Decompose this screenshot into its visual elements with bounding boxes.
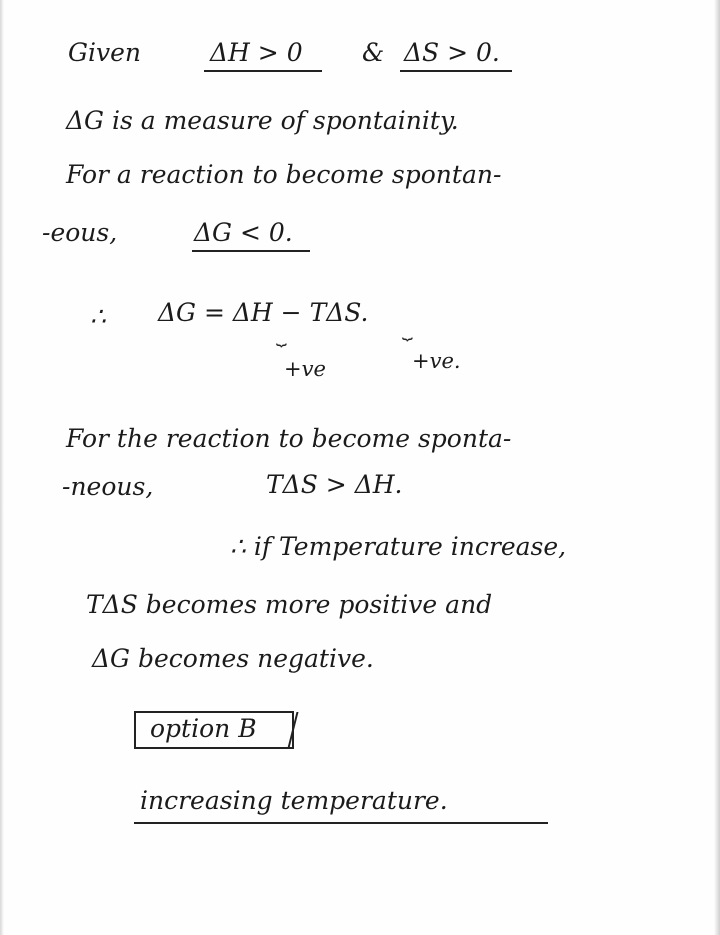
given-label: Given bbox=[68, 38, 141, 67]
delta-h-condition: ΔH > 0 bbox=[210, 38, 303, 67]
final-answer: increasing temperature. bbox=[140, 786, 448, 815]
answer-option: option B bbox=[150, 714, 257, 743]
condition-statement: For a reaction to become spontan- bbox=[66, 160, 502, 189]
negative-statement: ΔG becomes negative. bbox=[92, 644, 374, 673]
neous-continuation: -neous, bbox=[62, 472, 154, 501]
delta-g-underline bbox=[192, 250, 310, 252]
inequality: TΔS > ΔH. bbox=[266, 470, 403, 499]
delta-h-brace: ⏟ bbox=[276, 326, 287, 347]
second-condition-statement: For the reaction to become sponta- bbox=[66, 424, 512, 453]
spontaneity-statement: ΔG is a measure of spontainity. bbox=[66, 106, 459, 135]
t-delta-s-sign: +ve. bbox=[412, 349, 461, 373]
therefore-symbol: ∴ bbox=[90, 302, 106, 331]
delta-h-sign: +ve bbox=[284, 357, 326, 381]
t-delta-s-brace: ⏟ bbox=[402, 320, 413, 341]
delta-g-condition: ΔG < 0. bbox=[194, 218, 293, 247]
positive-statement: TΔS becomes more positive and bbox=[86, 590, 493, 619]
gibbs-equation: ΔG = ΔH − TΔS. bbox=[158, 298, 369, 327]
temperature-statement: ∴ if Temperature increase, bbox=[230, 532, 567, 561]
eous-continuation: -eous, bbox=[42, 218, 118, 247]
final-answer-underline bbox=[134, 822, 548, 824]
delta-h-underline bbox=[204, 70, 322, 72]
page-right-edge bbox=[714, 0, 720, 935]
page-left-edge bbox=[0, 0, 4, 935]
delta-s-condition: ΔS > 0. bbox=[404, 38, 500, 67]
ampersand: & bbox=[362, 38, 385, 67]
delta-s-underline bbox=[400, 70, 512, 72]
